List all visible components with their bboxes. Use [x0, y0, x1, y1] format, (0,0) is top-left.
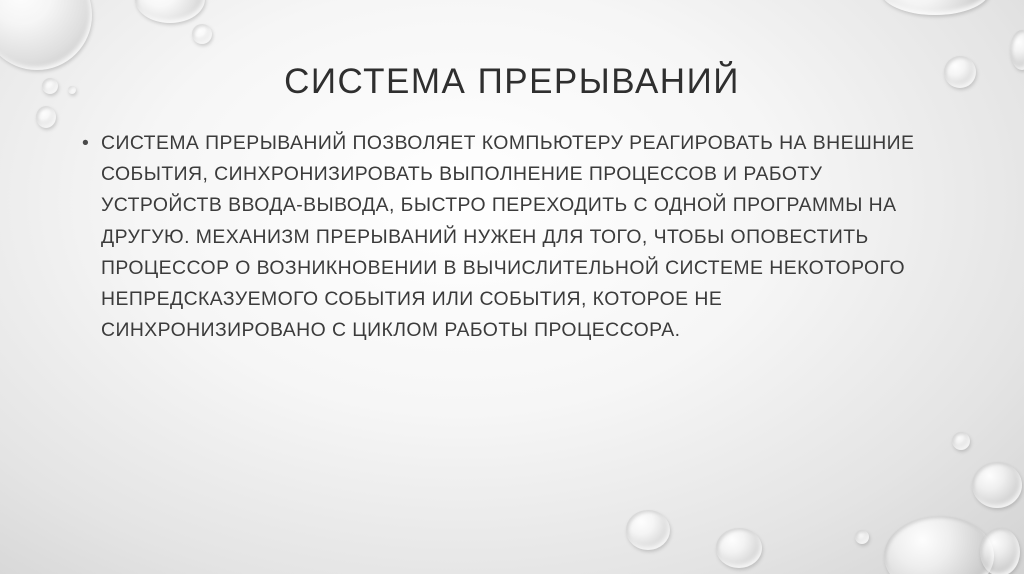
bullet-list	[82, 128, 922, 346]
water-drop-icon	[192, 24, 212, 44]
water-drop-icon	[626, 510, 670, 550]
bullet-item: • СИСТЕМА ПРЕРЫВАНИЙ ПОЗВОЛЯЕТ КОМПЬЮТЕРУ РЕАГИРОВАТЬ НА ВНЕШНИЕ СОБЫТИЯ, СИНХРОНИЗИРОВАТЬ ВЫПОЛНЕНИЕ ПРОЦЕССОВ И РАБОТУ УСТРОЙСТВ ВВОДА-ВЫВОДА, БЫСТРО ПЕРЕХОДИТЬ С ОДНОЙ ПРОГРАММЫ НА ДРУГУЮ. МЕХАНИЗМ ПРЕРЫВАНИЙ НУЖЕН ДЛЯ ТОГО, ЧТОБЫ ОПОВЕСТИТЬ ПРОЦЕССОР О ВОЗНИКНОВЕНИИ В ВЫЧИСЛИТЕЛЬНОЙ СИСТЕМЕ НЕКОТОРОГО НЕПРЕДСКАЗУЕМОГО СОБЫТИЯ ИЛИ СОБЫТИЯ, КОТОРОЕ НЕ СИНХРОНИЗИРОВАНО С ЦИКЛОМ РАБОТЫ ПРОЦЕССОРА.	[82, 128, 922, 346]
water-drop-icon	[855, 530, 869, 544]
water-drop-icon	[952, 432, 970, 450]
water-drop-icon	[0, 0, 92, 70]
water-drop-icon	[880, 0, 990, 15]
water-drop-icon	[980, 528, 1020, 574]
water-drop-icon	[135, 0, 205, 23]
water-drop-icon	[716, 528, 762, 568]
water-drop-icon	[36, 106, 56, 128]
water-drop-icon	[884, 516, 994, 574]
water-drop-icon	[972, 462, 1022, 508]
slide-title: СИСТЕМА ПРЕРЫВАНИЙ	[284, 62, 740, 101]
